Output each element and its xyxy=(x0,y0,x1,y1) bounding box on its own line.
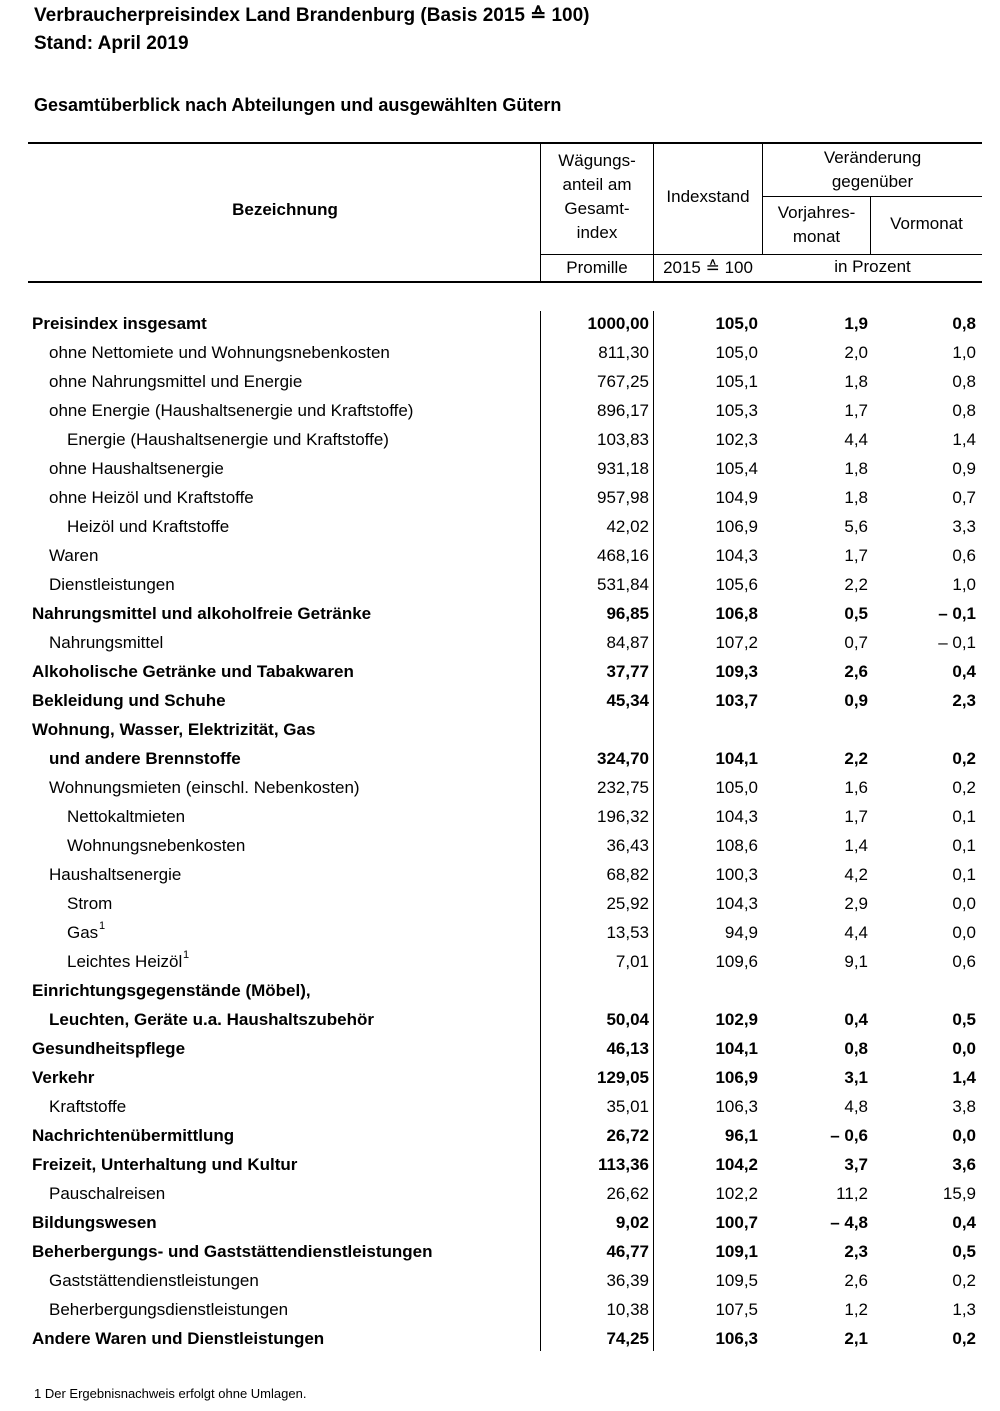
cell-yoy: 0,5 xyxy=(844,604,868,623)
header-prev-year-line: monat xyxy=(792,227,841,246)
table-row xyxy=(0,570,1000,599)
cell-weight: 36,43 xyxy=(606,836,649,855)
cell-index: 109,6 xyxy=(715,952,758,971)
cell-yoy: 1,7 xyxy=(844,401,868,420)
table-row xyxy=(0,1005,1000,1034)
cell-index: 109,1 xyxy=(715,1242,758,1261)
cell-weight: 26,62 xyxy=(606,1184,649,1203)
cell-yoy: 2,2 xyxy=(844,575,868,594)
cell-index: 106,3 xyxy=(715,1329,758,1348)
cell-mom: 1,3 xyxy=(952,1300,976,1319)
row-label: ohne Energie (Haushaltsenergie und Kraftstoffe) xyxy=(49,401,414,420)
row-label: und andere Brennstoffe xyxy=(49,749,241,768)
cell-yoy: 0,4 xyxy=(844,1010,868,1029)
document-status: Stand: April 2019 xyxy=(34,33,189,54)
cell-mom: 0,2 xyxy=(952,749,976,768)
cell-weight: 10,38 xyxy=(606,1300,649,1319)
table-row xyxy=(0,918,1000,947)
table-row xyxy=(0,396,1000,425)
header-change-line: gegenüber xyxy=(831,172,914,191)
cell-mom: – 0,1 xyxy=(938,633,976,652)
cell-index: 105,3 xyxy=(715,401,758,420)
cell-yoy: 2,2 xyxy=(844,749,868,768)
cell-yoy: 2,9 xyxy=(844,894,868,913)
cell-mom: 3,8 xyxy=(952,1097,976,1116)
cell-index: 104,2 xyxy=(715,1155,758,1174)
cell-weight: 37,77 xyxy=(606,662,649,681)
header-weight-line: Gesamt- xyxy=(564,199,630,218)
cell-index: 103,7 xyxy=(715,691,758,710)
cell-index: 94,9 xyxy=(724,923,758,942)
header-weight-line: index xyxy=(576,223,618,242)
row-label: Wohnungsmieten (einschl. Nebenkosten) xyxy=(49,778,360,797)
table-row xyxy=(0,1295,1000,1324)
row-label: Nachrichtenübermittlung xyxy=(32,1126,235,1145)
cell-yoy: 1,4 xyxy=(844,836,868,855)
cell-weight: 68,82 xyxy=(606,865,649,884)
header-weight xyxy=(541,149,653,245)
table-row xyxy=(0,773,1000,802)
cell-mom: 1,4 xyxy=(952,430,976,449)
cell-yoy: 1,8 xyxy=(844,488,868,507)
table-row xyxy=(0,889,1000,918)
row-label: Waren xyxy=(49,546,99,565)
row-label: Gesundheitspflege xyxy=(32,1039,186,1058)
cell-yoy: 2,6 xyxy=(844,662,868,681)
table-row xyxy=(0,1150,1000,1179)
cell-yoy: 3,1 xyxy=(844,1068,868,1087)
cell-mom: 1,0 xyxy=(952,343,976,362)
cell-mom: 0,0 xyxy=(952,1039,976,1058)
row-label: Einrichtungsgegenstände (Möbel), xyxy=(32,981,311,1000)
cell-index: 102,2 xyxy=(715,1184,758,1203)
cell-yoy: 0,9 xyxy=(844,691,868,710)
table-row xyxy=(0,599,1000,628)
cell-mom: 0,4 xyxy=(952,662,976,681)
cell-mom: 0,5 xyxy=(952,1242,976,1261)
cell-index: 100,7 xyxy=(715,1213,758,1232)
cell-weight: 96,85 xyxy=(606,604,649,623)
cell-weight: 46,13 xyxy=(606,1039,649,1058)
cell-mom: 0,0 xyxy=(952,894,976,913)
header-prev-year xyxy=(763,201,870,249)
row-label: ohne Nahrungsmittel und Energie xyxy=(49,372,303,391)
table-row xyxy=(0,367,1000,396)
cell-weight: 45,34 xyxy=(606,691,649,710)
cell-weight: 767,25 xyxy=(597,372,649,391)
table-row xyxy=(0,976,1000,1005)
row-label: Strom xyxy=(67,894,113,913)
cell-mom: 0,1 xyxy=(952,807,976,826)
cell-yoy: 3,7 xyxy=(844,1155,868,1174)
header-change-line: Veränderung xyxy=(823,148,922,167)
cell-weight: 13,53 xyxy=(606,923,649,942)
table-top-rule xyxy=(28,142,982,144)
cell-yoy: 1,8 xyxy=(844,459,868,478)
unit-weight: Promille xyxy=(566,258,628,277)
cell-mom: 1,4 xyxy=(952,1068,976,1087)
cell-mom: 15,9 xyxy=(942,1184,976,1203)
table-row xyxy=(0,744,1000,773)
table-row xyxy=(0,454,1000,483)
row-label: Beherbergungsdienstleistungen xyxy=(49,1300,289,1319)
row-label: Wohnung, Wasser, Elektrizität, Gas xyxy=(32,720,316,739)
table-row xyxy=(0,425,1000,454)
table-row xyxy=(0,309,1000,338)
cell-yoy: 4,2 xyxy=(844,865,868,884)
cell-yoy: 4,4 xyxy=(844,430,868,449)
row-label: Preisindex insgesamt xyxy=(32,314,207,333)
cell-mom: 0,0 xyxy=(952,1126,976,1145)
cell-mom: 0,2 xyxy=(952,778,976,797)
cell-weight: 957,98 xyxy=(597,488,649,507)
cell-index: 108,6 xyxy=(715,836,758,855)
table-row xyxy=(0,831,1000,860)
table-row xyxy=(0,1063,1000,1092)
table-row xyxy=(0,512,1000,541)
cell-yoy: 0,8 xyxy=(844,1039,868,1058)
cell-weight: 46,77 xyxy=(606,1242,649,1261)
cell-index: 100,3 xyxy=(715,865,758,884)
cell-yoy: 11,2 xyxy=(836,1184,868,1203)
unit-index: 2015 ≙ 100 xyxy=(663,258,753,277)
table-row xyxy=(0,541,1000,570)
table-row xyxy=(0,1121,1000,1150)
cell-weight: 25,92 xyxy=(606,894,649,913)
cell-mom: 0,6 xyxy=(952,546,976,565)
row-label: ohne Nettomiete und Wohnungsnebenkosten xyxy=(49,343,390,362)
footnote: 1 Der Ergebnisnachweis erfolgt ohne Umlagen. xyxy=(34,1386,307,1401)
row-label: Verkehr xyxy=(32,1068,95,1087)
cell-weight: 931,18 xyxy=(597,459,649,478)
cell-index: 104,3 xyxy=(715,894,758,913)
cell-yoy: 1,7 xyxy=(844,546,868,565)
table-row xyxy=(0,1208,1000,1237)
cell-yoy: 1,8 xyxy=(844,372,868,391)
table-row xyxy=(0,1179,1000,1208)
cell-yoy: 2,3 xyxy=(844,1242,868,1261)
row-label: ohne Haushaltsenergie xyxy=(49,459,224,478)
table-row xyxy=(0,947,1000,976)
cell-weight: 1000,00 xyxy=(587,314,649,333)
row-label: Nettokaltmieten xyxy=(67,807,186,826)
footnote-marker: 1 xyxy=(183,949,190,961)
cell-index: 105,0 xyxy=(715,314,758,333)
row-label: Bekleidung und Schuhe xyxy=(32,691,226,710)
cell-weight: 26,72 xyxy=(606,1126,649,1145)
cell-yoy: 2,1 xyxy=(844,1329,868,1348)
cell-weight: 896,17 xyxy=(597,401,649,420)
cell-yoy: 5,6 xyxy=(844,517,868,536)
cell-weight: 74,25 xyxy=(606,1329,649,1348)
cell-mom: 0,9 xyxy=(952,459,976,478)
table-row xyxy=(0,628,1000,657)
cell-index: 102,3 xyxy=(715,430,758,449)
cell-yoy: 2,6 xyxy=(844,1271,868,1290)
document-subtitle: Gesamtüberblick nach Abteilungen und ausgewählten Gütern xyxy=(34,95,562,115)
cell-yoy: 0,7 xyxy=(844,633,868,652)
cell-mom: 2,3 xyxy=(952,691,976,710)
row-label: Kraftstoffe xyxy=(49,1097,127,1116)
cell-yoy: 4,4 xyxy=(844,923,868,942)
cell-mom: 0,2 xyxy=(952,1329,976,1348)
row-label: Andere Waren und Dienstleistungen xyxy=(32,1329,325,1348)
cell-index: 107,2 xyxy=(715,633,758,652)
cell-yoy: 9,1 xyxy=(844,952,868,971)
cell-weight: 50,04 xyxy=(606,1010,649,1029)
cell-index: 105,0 xyxy=(715,778,758,797)
row-label: Wohnungsnebenkosten xyxy=(67,836,246,855)
row-label: Gaststättendienstleistungen xyxy=(49,1271,259,1290)
cell-index: 104,3 xyxy=(715,546,758,565)
table-row xyxy=(0,802,1000,831)
cell-mom: 1,0 xyxy=(952,575,976,594)
cell-yoy: – 0,6 xyxy=(830,1126,868,1145)
cell-index: 107,5 xyxy=(715,1300,758,1319)
cell-yoy: 1,7 xyxy=(844,807,868,826)
cell-index: 104,9 xyxy=(715,488,758,507)
unit-change: in Prozent xyxy=(834,257,911,276)
row-label: Beherbergungs- und Gaststättendienstleistungen xyxy=(32,1242,433,1261)
cell-mom: 0,0 xyxy=(952,923,976,942)
cell-weight: 84,87 xyxy=(606,633,649,652)
header-weight-line: Wägungs- xyxy=(558,151,636,170)
header-bottom-rule xyxy=(28,281,982,283)
cell-index: 104,1 xyxy=(715,749,758,768)
cell-mom: 0,1 xyxy=(952,836,976,855)
cell-index: 96,1 xyxy=(724,1126,758,1145)
row-label: Dienstleistungen xyxy=(49,575,175,594)
header-change xyxy=(763,146,982,194)
cell-mom: 0,5 xyxy=(952,1010,976,1029)
table-row xyxy=(0,1266,1000,1295)
row-label: Haushaltsenergie xyxy=(49,865,182,884)
cell-index: 109,3 xyxy=(715,662,758,681)
cell-index: 102,9 xyxy=(715,1010,758,1029)
table-row xyxy=(0,686,1000,715)
row-label: Freizeit, Unterhaltung und Kultur xyxy=(32,1155,298,1174)
table-row xyxy=(0,860,1000,889)
cell-index: 106,3 xyxy=(715,1097,758,1116)
cell-mom: 3,6 xyxy=(952,1155,976,1174)
cell-weight: 468,16 xyxy=(597,546,649,565)
table-row xyxy=(0,1034,1000,1063)
cell-weight: 232,75 xyxy=(597,778,649,797)
cell-weight: 129,05 xyxy=(597,1068,649,1087)
cell-mom: 0,8 xyxy=(952,314,976,333)
footnote-marker: 1 xyxy=(99,920,106,932)
cell-weight: 196,32 xyxy=(597,807,649,826)
cell-yoy: 1,2 xyxy=(844,1300,868,1319)
cell-weight: 531,84 xyxy=(597,575,649,594)
cell-weight: 811,30 xyxy=(598,343,649,362)
cell-mom: 0,2 xyxy=(952,1271,976,1290)
row-label: Nahrungsmittel xyxy=(49,633,164,652)
header-bezeichnung: Bezeichnung xyxy=(232,200,338,219)
table-row xyxy=(0,1092,1000,1121)
row-label: Gas xyxy=(67,923,99,942)
row-label: Heizöl und Kraftstoffe xyxy=(67,517,230,536)
cell-mom: 3,3 xyxy=(952,517,976,536)
cell-mom: 0,1 xyxy=(952,865,976,884)
cell-index: 104,1 xyxy=(715,1039,758,1058)
cell-mom: 0,4 xyxy=(952,1213,976,1232)
cell-index: 109,5 xyxy=(715,1271,758,1290)
table-row xyxy=(0,715,1000,744)
cell-mom: 0,7 xyxy=(952,488,976,507)
cell-weight: 36,39 xyxy=(606,1271,649,1290)
header-prev-month: Vormonat xyxy=(890,214,963,233)
header-index: Indexstand xyxy=(666,187,750,206)
cell-yoy: 1,9 xyxy=(844,314,868,333)
cell-yoy: 2,0 xyxy=(844,343,868,362)
row-label: Bildungswesen xyxy=(32,1213,157,1232)
cell-yoy: 1,6 xyxy=(844,778,868,797)
cell-yoy: 4,8 xyxy=(844,1097,868,1116)
cell-mom: – 0,1 xyxy=(938,604,976,623)
row-label: Leuchten, Geräte u.a. Haushaltszubehör xyxy=(49,1010,374,1029)
row-label: Nahrungsmittel und alkoholfreie Getränke xyxy=(32,604,372,623)
cell-index: 106,9 xyxy=(715,517,758,536)
cell-index: 105,1 xyxy=(715,372,758,391)
row-label: Pauschalreisen xyxy=(49,1184,166,1203)
cell-mom: 0,6 xyxy=(952,952,976,971)
table-row xyxy=(0,1237,1000,1266)
cell-weight: 9,02 xyxy=(615,1213,649,1232)
table-row xyxy=(0,1324,1000,1353)
cell-index: 106,9 xyxy=(715,1068,758,1087)
header-weight-line: anteil am xyxy=(562,175,632,194)
cell-weight: 324,70 xyxy=(597,749,649,768)
table-row xyxy=(0,338,1000,367)
cell-index: 105,4 xyxy=(715,459,758,478)
change-header-divider xyxy=(762,196,982,197)
row-label: Energie (Haushaltsenergie und Kraftstoffe) xyxy=(67,430,389,449)
cell-index: 104,3 xyxy=(715,807,758,826)
cell-weight: 113,36 xyxy=(597,1155,649,1174)
cell-weight: 7,01 xyxy=(615,952,649,971)
cell-index: 105,0 xyxy=(715,343,758,362)
cell-index: 105,6 xyxy=(715,575,758,594)
table-row xyxy=(0,483,1000,512)
table-row xyxy=(0,657,1000,686)
cell-weight: 103,83 xyxy=(597,430,649,449)
cell-weight: 42,02 xyxy=(606,517,649,536)
row-label: ohne Heizöl und Kraftstoffe xyxy=(49,488,254,507)
cell-mom: 0,8 xyxy=(952,372,976,391)
row-label: Alkoholische Getränke und Tabakwaren xyxy=(32,662,354,681)
cell-yoy: – 4,8 xyxy=(830,1213,868,1232)
cell-mom: 0,8 xyxy=(952,401,976,420)
header-prev-year-line: Vorjahres- xyxy=(777,203,856,222)
document-title: Verbraucherpreisindex Land Brandenburg (Basis 2015 ≙ 100) xyxy=(34,5,590,26)
cell-index: 106,8 xyxy=(715,604,758,623)
row-label: Leichtes Heizöl xyxy=(67,952,183,971)
cell-weight: 35,01 xyxy=(606,1097,649,1116)
